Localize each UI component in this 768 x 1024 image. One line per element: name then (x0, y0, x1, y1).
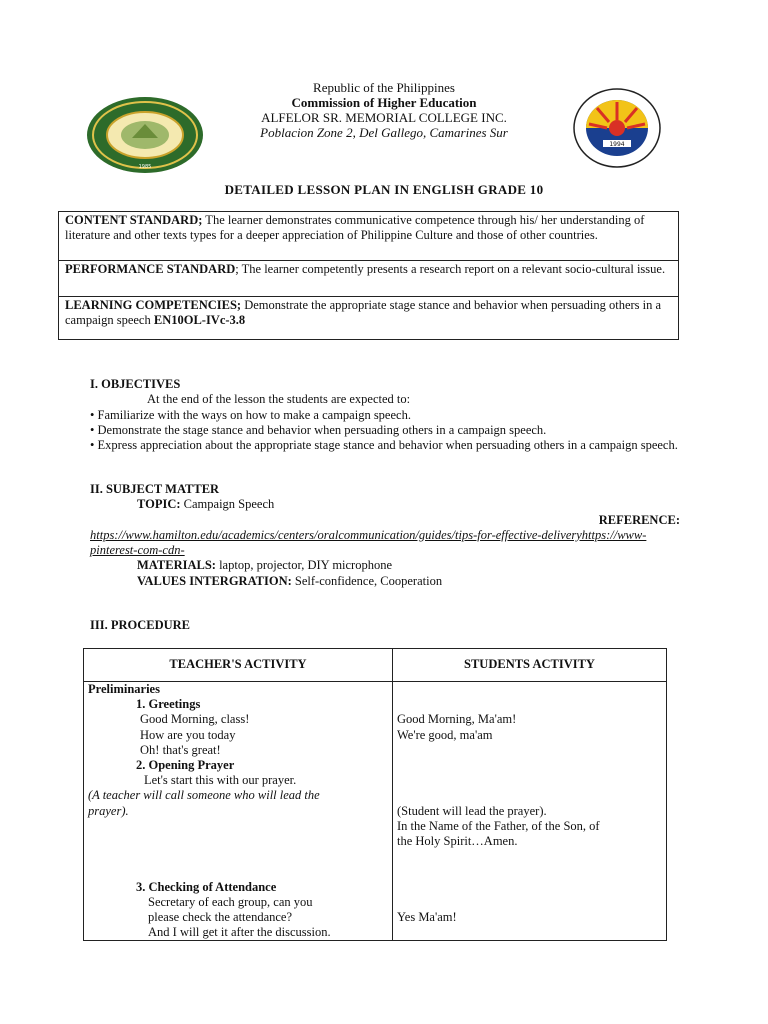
values-label: VALUES INTERGRATION: (137, 573, 292, 588)
objectives-heading: I. OBJECTIVES (90, 377, 181, 391)
materials-line (90, 558, 680, 573)
reference-label: REFERENCE: (598, 512, 680, 527)
student-line: (Student will lead the prayer). (397, 803, 547, 818)
opening-prayer-heading: 2. Opening Prayer (136, 758, 235, 773)
teacher-activity-header: TEACHER'S ACTIVITY (84, 649, 393, 682)
republic-line: Republic of the Philippines (313, 80, 455, 95)
objectives-section (90, 377, 680, 453)
learning-competencies-text: Demonstrate the appropriate stage stance and behavior when persuading others in a campaign speech (65, 298, 662, 327)
materials-label: MATERIALS: (137, 558, 216, 573)
learning-competencies-row (59, 297, 679, 340)
competency-code: EN10OL-IVc-3.8 (153, 313, 246, 327)
ched-seal-year-text: 1994 (609, 141, 625, 148)
values-value: Self-confidence, Cooperation (291, 573, 443, 588)
preliminaries-label: Preliminaries (88, 682, 160, 696)
topic-label: TOPIC: (137, 497, 181, 512)
page-title: DETAILED LESSON PLAN IN ENGLISH GRADE 10 (224, 182, 544, 197)
objectives-intro: At the end of the lesson the students are expected to: (147, 392, 411, 407)
procedure-header-row (84, 649, 667, 682)
standards-table (58, 211, 679, 340)
teacher-line: Secretary of each group, can you (148, 894, 313, 909)
teacher-line: Good Morning, class! (140, 712, 250, 727)
student-line: the Holy Spirit…Amen. (397, 833, 518, 848)
content-standard-row (59, 212, 679, 261)
teacher-line: Oh! that's great! (140, 742, 221, 757)
materials-value: laptop, projector, DIY microphone (215, 558, 393, 573)
performance-standard-text: ; The learner competently presents a research report on a relevant socio-cultural issue. (235, 262, 666, 276)
students-activity-header: STUDENTS ACTIVITY (393, 649, 667, 682)
content-standard-label: CONTENT STANDARD; (65, 213, 203, 227)
letterhead (160, 80, 608, 140)
procedure-table (83, 648, 667, 941)
college-address: Poblacion Zone 2, Del Gallego, Camarines Sur (260, 125, 508, 140)
procedure-body-row (84, 682, 667, 941)
topic-line (90, 497, 680, 512)
procedure-heading: III. PROCEDURE (90, 618, 191, 632)
teacher-activity-cell (84, 682, 393, 941)
seal-year-text: 1985 (138, 164, 152, 170)
student-line: Good Morning, Ma'am! (397, 712, 517, 727)
teacher-line: Let's start this with our prayer. (144, 773, 297, 788)
performance-standard-row (59, 261, 679, 297)
reference-link[interactable]: https://www.hamilton.edu/academics/centers/oralcommunication/guides/tips-for-effective-deliveryhttps://www-pinterest-com-cdn- (90, 527, 647, 558)
student-line: We're good, ma'am (397, 727, 493, 742)
performance-standard-label: PERFORMANCE STANDARD (65, 262, 236, 276)
college-name: ALFELOR SR. MEMORIAL COLLEGE INC. (261, 110, 507, 125)
subject-matter-section (90, 482, 680, 589)
teacher-line: How are you today (140, 727, 236, 742)
objective-item: • Express appreciation about the appropriate stage stance and behavior when persuading others in a campaign speech. (90, 438, 678, 453)
values-line (90, 574, 680, 589)
student-line: In the Name of the Father, of the Son, of (397, 818, 600, 833)
student-line: Yes Ma'am! (397, 909, 457, 924)
objective-item: • Demonstrate the stage stance and behavior when persuading others in a campaign speech. (90, 422, 547, 437)
students-activity-cell (393, 682, 667, 941)
learning-competencies-label: LEARNING COMPETENCIES; (65, 298, 242, 312)
teacher-note: prayer). (88, 803, 129, 818)
teacher-line: please check the attendance? (148, 909, 293, 924)
topic-value: Campaign Speech (180, 497, 275, 512)
teacher-note: (A teacher will call someone who will lead the (88, 788, 320, 803)
subject-matter-heading: II. SUBJECT MATTER (90, 482, 220, 496)
content-standard-text: The learner demonstrates communicative competence through his/ her understanding of literature and other texts types for a deeper appreciation of Philippine Culture and those of other countries. (65, 213, 645, 242)
commission-line: Commission of Higher Education (291, 95, 477, 110)
attendance-heading: 3. Checking of Attendance (136, 879, 277, 894)
objective-item: • Familiarize with the ways on how to make a campaign speech. (90, 407, 411, 422)
teacher-line: And I will get it after the discussion. (148, 925, 331, 940)
greetings-heading: 1. Greetings (136, 697, 201, 712)
